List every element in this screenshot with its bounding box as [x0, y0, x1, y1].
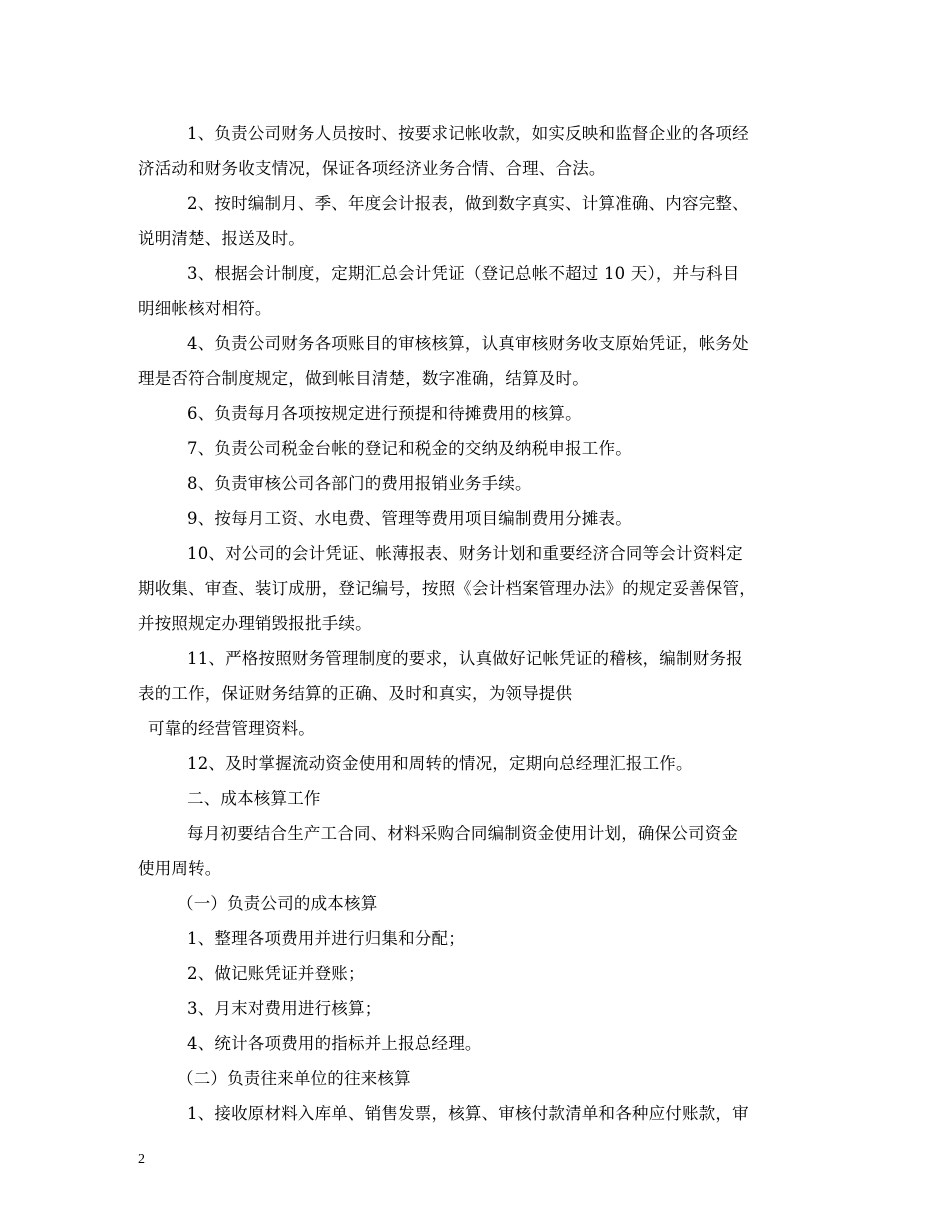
subsection-heading: （二）负责往来单位的往来核算 [177, 1069, 411, 1088]
text-line: 1、负责公司财务人员按时、按要求记帐收款，如实反映和监督企业的各项经 [187, 124, 749, 143]
text-line: 1、接收原材料入库单、销售发票，核算、审核付款清单和各种应付账款，审 [187, 1104, 749, 1123]
page-number: 2 [138, 1152, 145, 1167]
text-line: 说明清楚、报送及时。 [138, 229, 305, 248]
text-line: 4、统计各项费用的指标并上报总经理。 [187, 1034, 482, 1053]
text-line: 6、负责每月各项按规定进行预提和待摊费用的核算。 [187, 404, 582, 423]
text-line: 4、负责公司财务各项账目的审核核算，认真审核财务收支原始凭证，帐务处 [187, 334, 749, 353]
text-line: 期收集、审查、装订成册，登记编号，按照《会计档案管理办法》的规定妥善保管， [138, 579, 756, 598]
text-line: 9、按每月工资、水电费、管理等费用项目编制费用分摊表。 [187, 509, 632, 528]
text-line: 8、负责审核公司各部门的费用报销业务手续。 [187, 474, 532, 493]
text-line: 2、做记账凭证并登账； [187, 964, 365, 983]
section-heading: 二、成本核算工作 [187, 789, 321, 808]
text-line: 使用周转。 [138, 859, 222, 878]
text-line: 10、对公司的会计凭证、帐薄报表、财务计划和重要经济合同等会计资料定 [187, 544, 743, 563]
text-line: 3、根据会计制度，定期汇总会计凭证（登记总帐不超过 10 天），并与科目 [187, 264, 740, 283]
text-line: 可靠的经营管理资料。 [148, 719, 315, 738]
text-line: 明细帐核对相符。 [138, 299, 272, 318]
text-line: 12、及时掌握流动资金使用和周转的情况，定期向总经理汇报工作。 [187, 754, 693, 773]
text-line: 11、严格按照财务管理制度的要求，认真做好记帐凭证的稽核，编制财务报 [187, 649, 743, 668]
text-line: 济活动和财务收支情况，保证各项经济业务合情、合理、合法。 [138, 159, 606, 178]
text-line: 并按照规定办理销毁报批手续。 [138, 614, 372, 633]
text-line: 3、月末对费用进行核算； [187, 999, 382, 1018]
text-line: 理是否符合制度规定，做到帐目清楚，数字准确，结算及时。 [138, 369, 589, 388]
text-line: 表的工作，保证财务结算的正确、及时和真实，为领导提供 [138, 684, 573, 703]
text-line: 2、按时编制月、季、年度会计报表，做到数字真实、计算准确、内容完整、 [187, 194, 749, 213]
subsection-heading: （一）负责公司的成本核算 [177, 894, 378, 913]
text-line: 每月初要结合生产工合同、材料采购合同编制资金使用计划，确保公司资金 [187, 824, 739, 843]
text-line: 7、负责公司税金台帐的登记和税金的交纳及纳税申报工作。 [187, 439, 632, 458]
text-line: 1、整理各项费用并进行归集和分配； [187, 929, 465, 948]
